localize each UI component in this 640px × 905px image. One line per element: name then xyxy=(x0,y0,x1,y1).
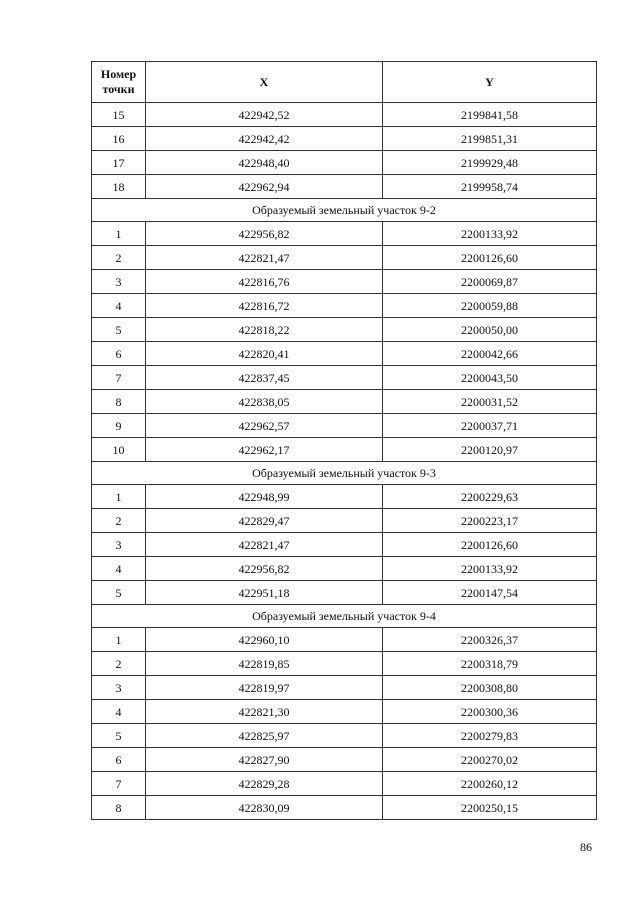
x-coordinate-cell: 422948,99 xyxy=(146,485,383,509)
x-coordinate-cell: 422962,57 xyxy=(146,414,383,438)
point-number-cell: 5 xyxy=(92,581,146,605)
table-row xyxy=(92,724,597,748)
table-row xyxy=(92,772,597,796)
table-row xyxy=(92,222,597,246)
x-coordinate-cell: 422820,41 xyxy=(146,342,383,366)
point-number-cell: 17 xyxy=(92,151,146,175)
x-coordinate-cell: 422819,97 xyxy=(146,676,383,700)
y-coordinate-cell: 2199929,48 xyxy=(383,151,597,175)
header-point-number: Номер точки xyxy=(92,62,146,103)
table-row xyxy=(92,270,597,294)
table-row xyxy=(92,103,597,127)
x-coordinate-cell: 422829,28 xyxy=(146,772,383,796)
coordinates-table xyxy=(91,61,597,820)
section-row xyxy=(92,199,597,222)
point-number-cell: 15 xyxy=(92,103,146,127)
y-coordinate-cell: 2200229,63 xyxy=(383,485,597,509)
section-title: Образуемый земельный участок 9-3 xyxy=(92,462,597,485)
point-number-cell: 2 xyxy=(92,509,146,533)
y-coordinate-cell: 2200300,36 xyxy=(383,700,597,724)
x-coordinate-cell: 422821,47 xyxy=(146,533,383,557)
table-row xyxy=(92,509,597,533)
table-row xyxy=(92,438,597,462)
table-row xyxy=(92,485,597,509)
point-number-cell: 10 xyxy=(92,438,146,462)
x-coordinate-cell: 422951,18 xyxy=(146,581,383,605)
x-coordinate-cell: 422960,10 xyxy=(146,628,383,652)
table-row xyxy=(92,366,597,390)
point-number-cell: 7 xyxy=(92,366,146,390)
table-row xyxy=(92,318,597,342)
point-number-cell: 1 xyxy=(92,628,146,652)
x-coordinate-cell: 422962,94 xyxy=(146,175,383,199)
y-coordinate-cell: 2200308,80 xyxy=(383,676,597,700)
page-number: 86 xyxy=(580,840,592,854)
y-coordinate-cell: 2199851,31 xyxy=(383,127,597,151)
table-row xyxy=(92,175,597,199)
table-row xyxy=(92,628,597,652)
x-coordinate-cell: 422816,76 xyxy=(146,270,383,294)
x-coordinate-cell: 422956,82 xyxy=(146,222,383,246)
y-coordinate-cell: 2200042,66 xyxy=(383,342,597,366)
table-row xyxy=(92,151,597,175)
section-row xyxy=(92,605,597,628)
table-row xyxy=(92,294,597,318)
header-y: Y xyxy=(383,62,597,103)
y-coordinate-cell: 2200120,97 xyxy=(383,438,597,462)
point-number-cell: 6 xyxy=(92,748,146,772)
x-coordinate-cell: 422962,17 xyxy=(146,438,383,462)
point-number-cell: 1 xyxy=(92,485,146,509)
section-title: Образуемый земельный участок 9-2 xyxy=(92,199,597,222)
point-number-cell: 3 xyxy=(92,676,146,700)
table-row xyxy=(92,796,597,820)
y-coordinate-cell: 2200126,60 xyxy=(383,533,597,557)
point-number-cell: 8 xyxy=(92,796,146,820)
y-coordinate-cell: 2200270,02 xyxy=(383,748,597,772)
x-coordinate-cell: 422838,05 xyxy=(146,390,383,414)
point-number-cell: 9 xyxy=(92,414,146,438)
table-row xyxy=(92,414,597,438)
y-coordinate-cell: 2199958,74 xyxy=(383,175,597,199)
section-title: Образуемый земельный участок 9-4 xyxy=(92,605,597,628)
y-coordinate-cell: 2200043,50 xyxy=(383,366,597,390)
x-coordinate-cell: 422821,47 xyxy=(146,246,383,270)
table-row xyxy=(92,533,597,557)
point-number-cell: 2 xyxy=(92,652,146,676)
x-coordinate-cell: 422816,72 xyxy=(146,294,383,318)
table-row xyxy=(92,700,597,724)
y-coordinate-cell: 2200250,15 xyxy=(383,796,597,820)
point-number-cell: 3 xyxy=(92,533,146,557)
table-row xyxy=(92,246,597,270)
table-row xyxy=(92,557,597,581)
table-row xyxy=(92,748,597,772)
y-coordinate-cell: 2200260,12 xyxy=(383,772,597,796)
x-coordinate-cell: 422829,47 xyxy=(146,509,383,533)
y-coordinate-cell: 2200059,88 xyxy=(383,294,597,318)
table-row xyxy=(92,676,597,700)
y-coordinate-cell: 2200126,60 xyxy=(383,246,597,270)
x-coordinate-cell: 422948,40 xyxy=(146,151,383,175)
y-coordinate-cell: 2199841,58 xyxy=(383,103,597,127)
point-number-cell: 7 xyxy=(92,772,146,796)
header-x: X xyxy=(146,62,383,103)
point-number-cell: 16 xyxy=(92,127,146,151)
y-coordinate-cell: 2200031,52 xyxy=(383,390,597,414)
section-row xyxy=(92,462,597,485)
point-number-cell: 18 xyxy=(92,175,146,199)
x-coordinate-cell: 422837,45 xyxy=(146,366,383,390)
x-coordinate-cell: 422942,42 xyxy=(146,127,383,151)
point-number-cell: 2 xyxy=(92,246,146,270)
point-number-cell: 3 xyxy=(92,270,146,294)
x-coordinate-cell: 422830,09 xyxy=(146,796,383,820)
y-coordinate-cell: 2200133,92 xyxy=(383,557,597,581)
x-coordinate-cell: 422821,30 xyxy=(146,700,383,724)
x-coordinate-cell: 422942,52 xyxy=(146,103,383,127)
x-coordinate-cell: 422818,22 xyxy=(146,318,383,342)
y-coordinate-cell: 2200326,37 xyxy=(383,628,597,652)
point-number-cell: 1 xyxy=(92,222,146,246)
point-number-cell: 4 xyxy=(92,294,146,318)
table-row xyxy=(92,581,597,605)
y-coordinate-cell: 2200050,00 xyxy=(383,318,597,342)
table-row xyxy=(92,342,597,366)
x-coordinate-cell: 422956,82 xyxy=(146,557,383,581)
point-number-cell: 4 xyxy=(92,557,146,581)
x-coordinate-cell: 422819,85 xyxy=(146,652,383,676)
y-coordinate-cell: 2200133,92 xyxy=(383,222,597,246)
point-number-cell: 5 xyxy=(92,724,146,748)
x-coordinate-cell: 422827,90 xyxy=(146,748,383,772)
point-number-cell: 6 xyxy=(92,342,146,366)
y-coordinate-cell: 2200147,54 xyxy=(383,581,597,605)
point-number-cell: 8 xyxy=(92,390,146,414)
y-coordinate-cell: 2200223,17 xyxy=(383,509,597,533)
table-body xyxy=(92,103,597,820)
y-coordinate-cell: 2200069,87 xyxy=(383,270,597,294)
table-row xyxy=(92,652,597,676)
y-coordinate-cell: 2200318,79 xyxy=(383,652,597,676)
table-row xyxy=(92,390,597,414)
point-number-cell: 5 xyxy=(92,318,146,342)
table-header-row xyxy=(92,62,597,103)
y-coordinate-cell: 2200037,71 xyxy=(383,414,597,438)
point-number-cell: 4 xyxy=(92,700,146,724)
x-coordinate-cell: 422825,97 xyxy=(146,724,383,748)
y-coordinate-cell: 2200279,83 xyxy=(383,724,597,748)
table-row xyxy=(92,127,597,151)
